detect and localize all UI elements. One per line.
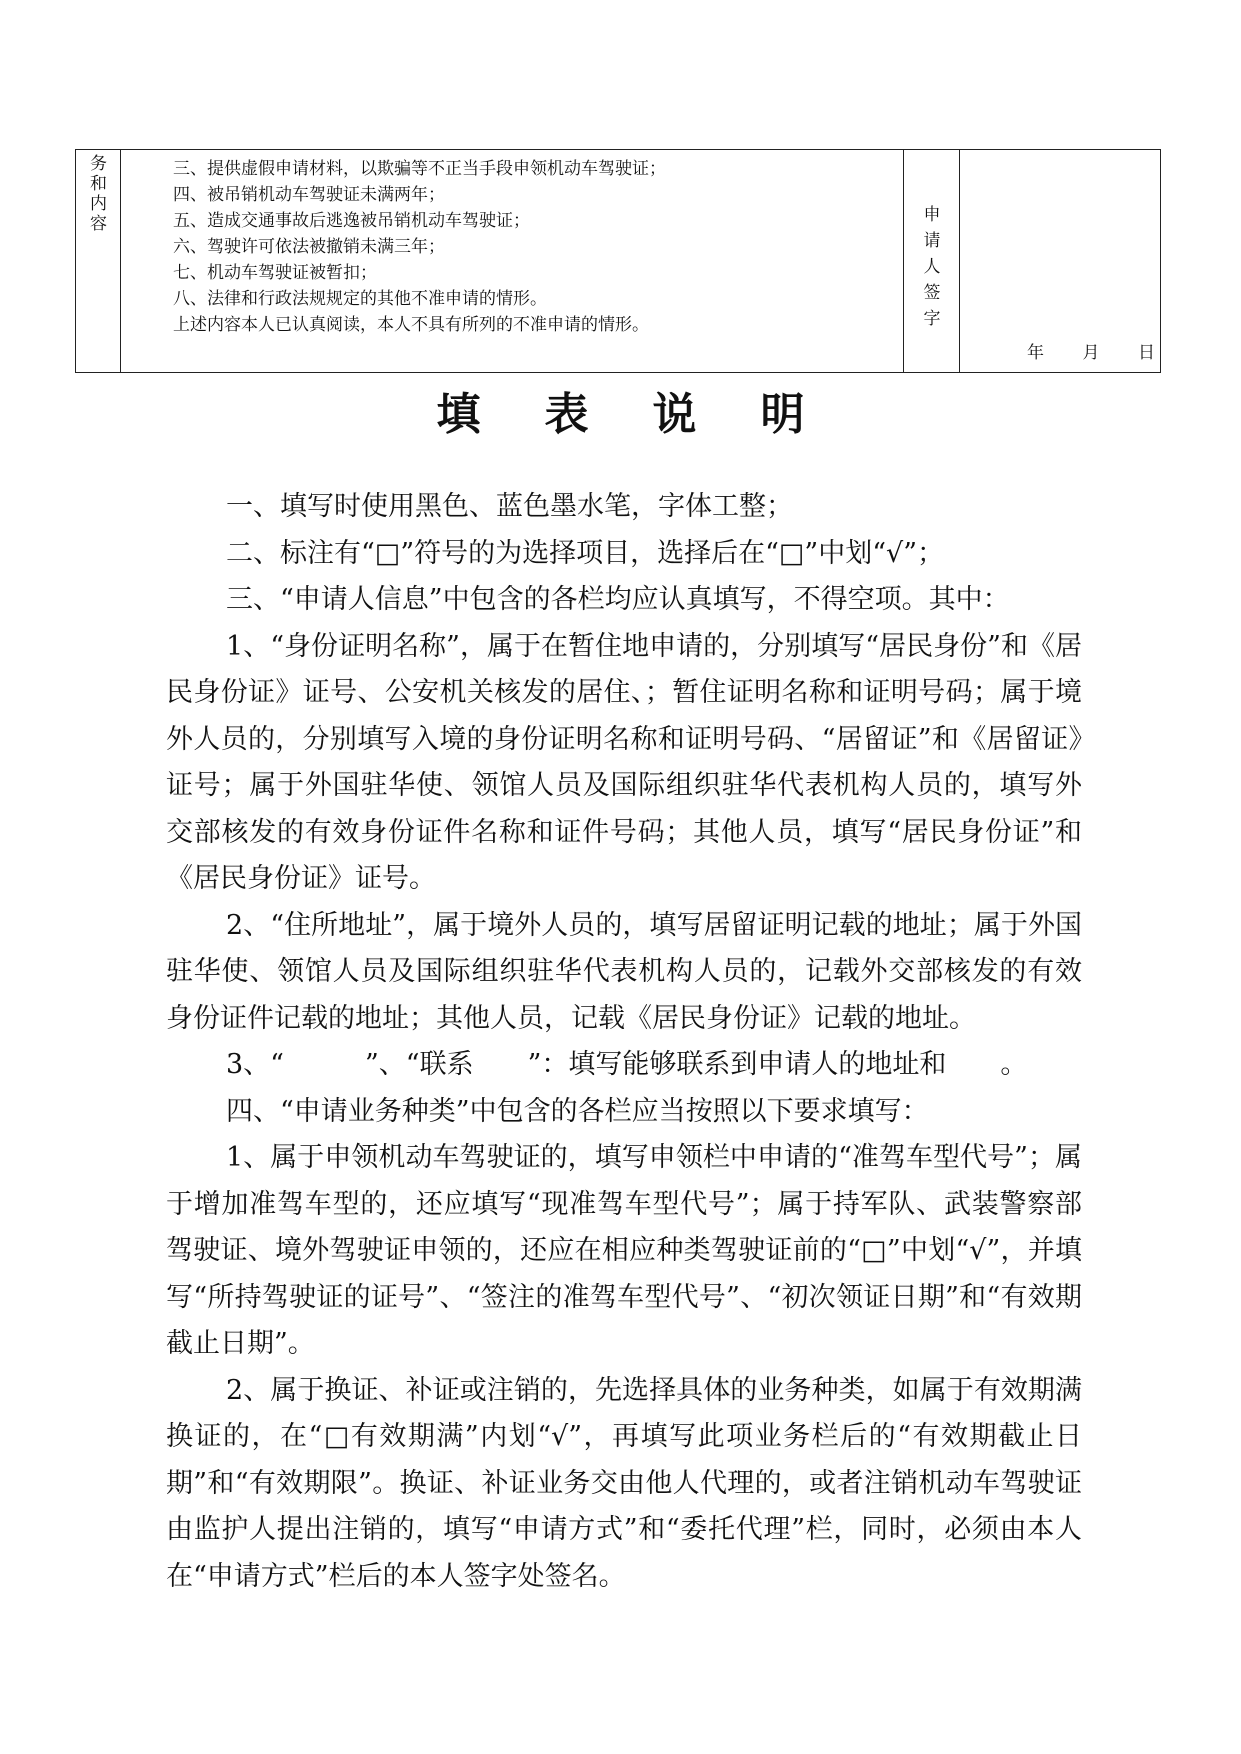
instruction-paragraph: 四、“申请业务种类”中包含的各栏应当按照以下要求填写： <box>226 1095 929 1127</box>
instruction-paragraph: 二、标注有“□”符号的为选择项目，选择后在“□”中划“√”； <box>226 537 945 569</box>
instruction-paragraph: 2、属于换证、补证或注销的，先选择具体的业务种类，如属于有效期满换证的，在“□有效期满”内划“√”，再填写此项业务栏后的“有效期截止日期”和“有效期限”。换证、补证业务交由他人代理的，或者注销机动车驾驶证由监护人提出注销的，填写“申请方式”和“委托代理”栏，同时，必须由本人在“申请方式”栏后的本人签字处签名。 <box>166 1374 1082 1592</box>
declaration-table <box>75 149 1161 373</box>
signature-date <box>1027 338 1155 363</box>
content-line: 六、驾驶许可依法被撤销未满三年； <box>173 237 445 257</box>
page-title: 填表说明 <box>436 389 869 440</box>
instruction-paragraph: 三、“申请人信息”中包含的各栏均应认真填写，不得空项。其中： <box>226 584 1010 615</box>
instruction-paragraph: 3、“ ”、“联系 ”：填写能够联系到申请人的地址和 。 <box>226 1049 1028 1080</box>
instruction-paragraph: 1、“身份证明名称”，属于在暂住地申请的，分别填写“居民身份”和《居民身份证》证号、公安机关核发的居住、；暂住证明名称和证明号码；属于境外人员的，分别填写入境的身份证明名称和证明号码、“居留证”和《居留证》证号；属于外国驻华使、领馆人员及国际组织驻华代表机构人员的，填写外交部核发的有效身份证件名称和证件号码；其他人员，填写“居民身份证”和《居民身份证》证号。 <box>166 630 1082 894</box>
declaration-content <box>173 156 666 338</box>
year-label: 年 <box>1027 343 1044 363</box>
business-content-label: 务 和 内 容 <box>90 154 107 234</box>
applicant-signature-label: 申 请 人 签 字 <box>923 205 941 329</box>
month-label: 月 <box>1082 343 1100 363</box>
day-label: 日 <box>1138 343 1155 363</box>
instructions-body <box>166 484 1082 1600</box>
content-line: 三、提供虚假申请材料，以欺骗等不正当手段申领机动车驾驶证； <box>173 159 666 179</box>
content-line: 七、机动车驾驶证被暂扣； <box>173 263 377 283</box>
content-line: 八、法律和行政法规规定的其他不准申请的情形。 <box>173 289 547 309</box>
content-line: 四、被吊销机动车驾驶证未满两年； <box>173 185 445 205</box>
content-line: 上述内容本人已认真阅读，本人不具有所列的不准申请的情形。 <box>173 315 649 335</box>
instruction-paragraph: 2、“住所地址”，属于境外人员的，填写居留证明记载的地址；属于外国驻华使、领馆人员及国际组织驻华代表机构人员的，记载外交部核发的有效身份证件记载的地址；其他人员，记载《居民身份证》记载的地址。 <box>166 909 1082 1034</box>
content-line: 五、造成交通事故后逃逸被吊销机动车驾驶证； <box>173 211 530 231</box>
instruction-paragraph: 1、属于申领机动车驾驶证的，填写申领栏中申请的“准驾车型代号”；属于增加准驾车型的，还应填写“现准驾车型代号”；属于持军队、武装警察部驾驶证、境外驾驶证申领的，还应在相应种类驾驶证前的“□”中划“√”，并填写“所持驾驶证的证号”、“签注的准驾车型代号”、“初次领证日期”和“有效期截止日期”。 <box>166 1142 1082 1359</box>
instruction-paragraph: 一、填写时使用黑色、蓝色墨水笔，字体工整； <box>226 491 793 522</box>
